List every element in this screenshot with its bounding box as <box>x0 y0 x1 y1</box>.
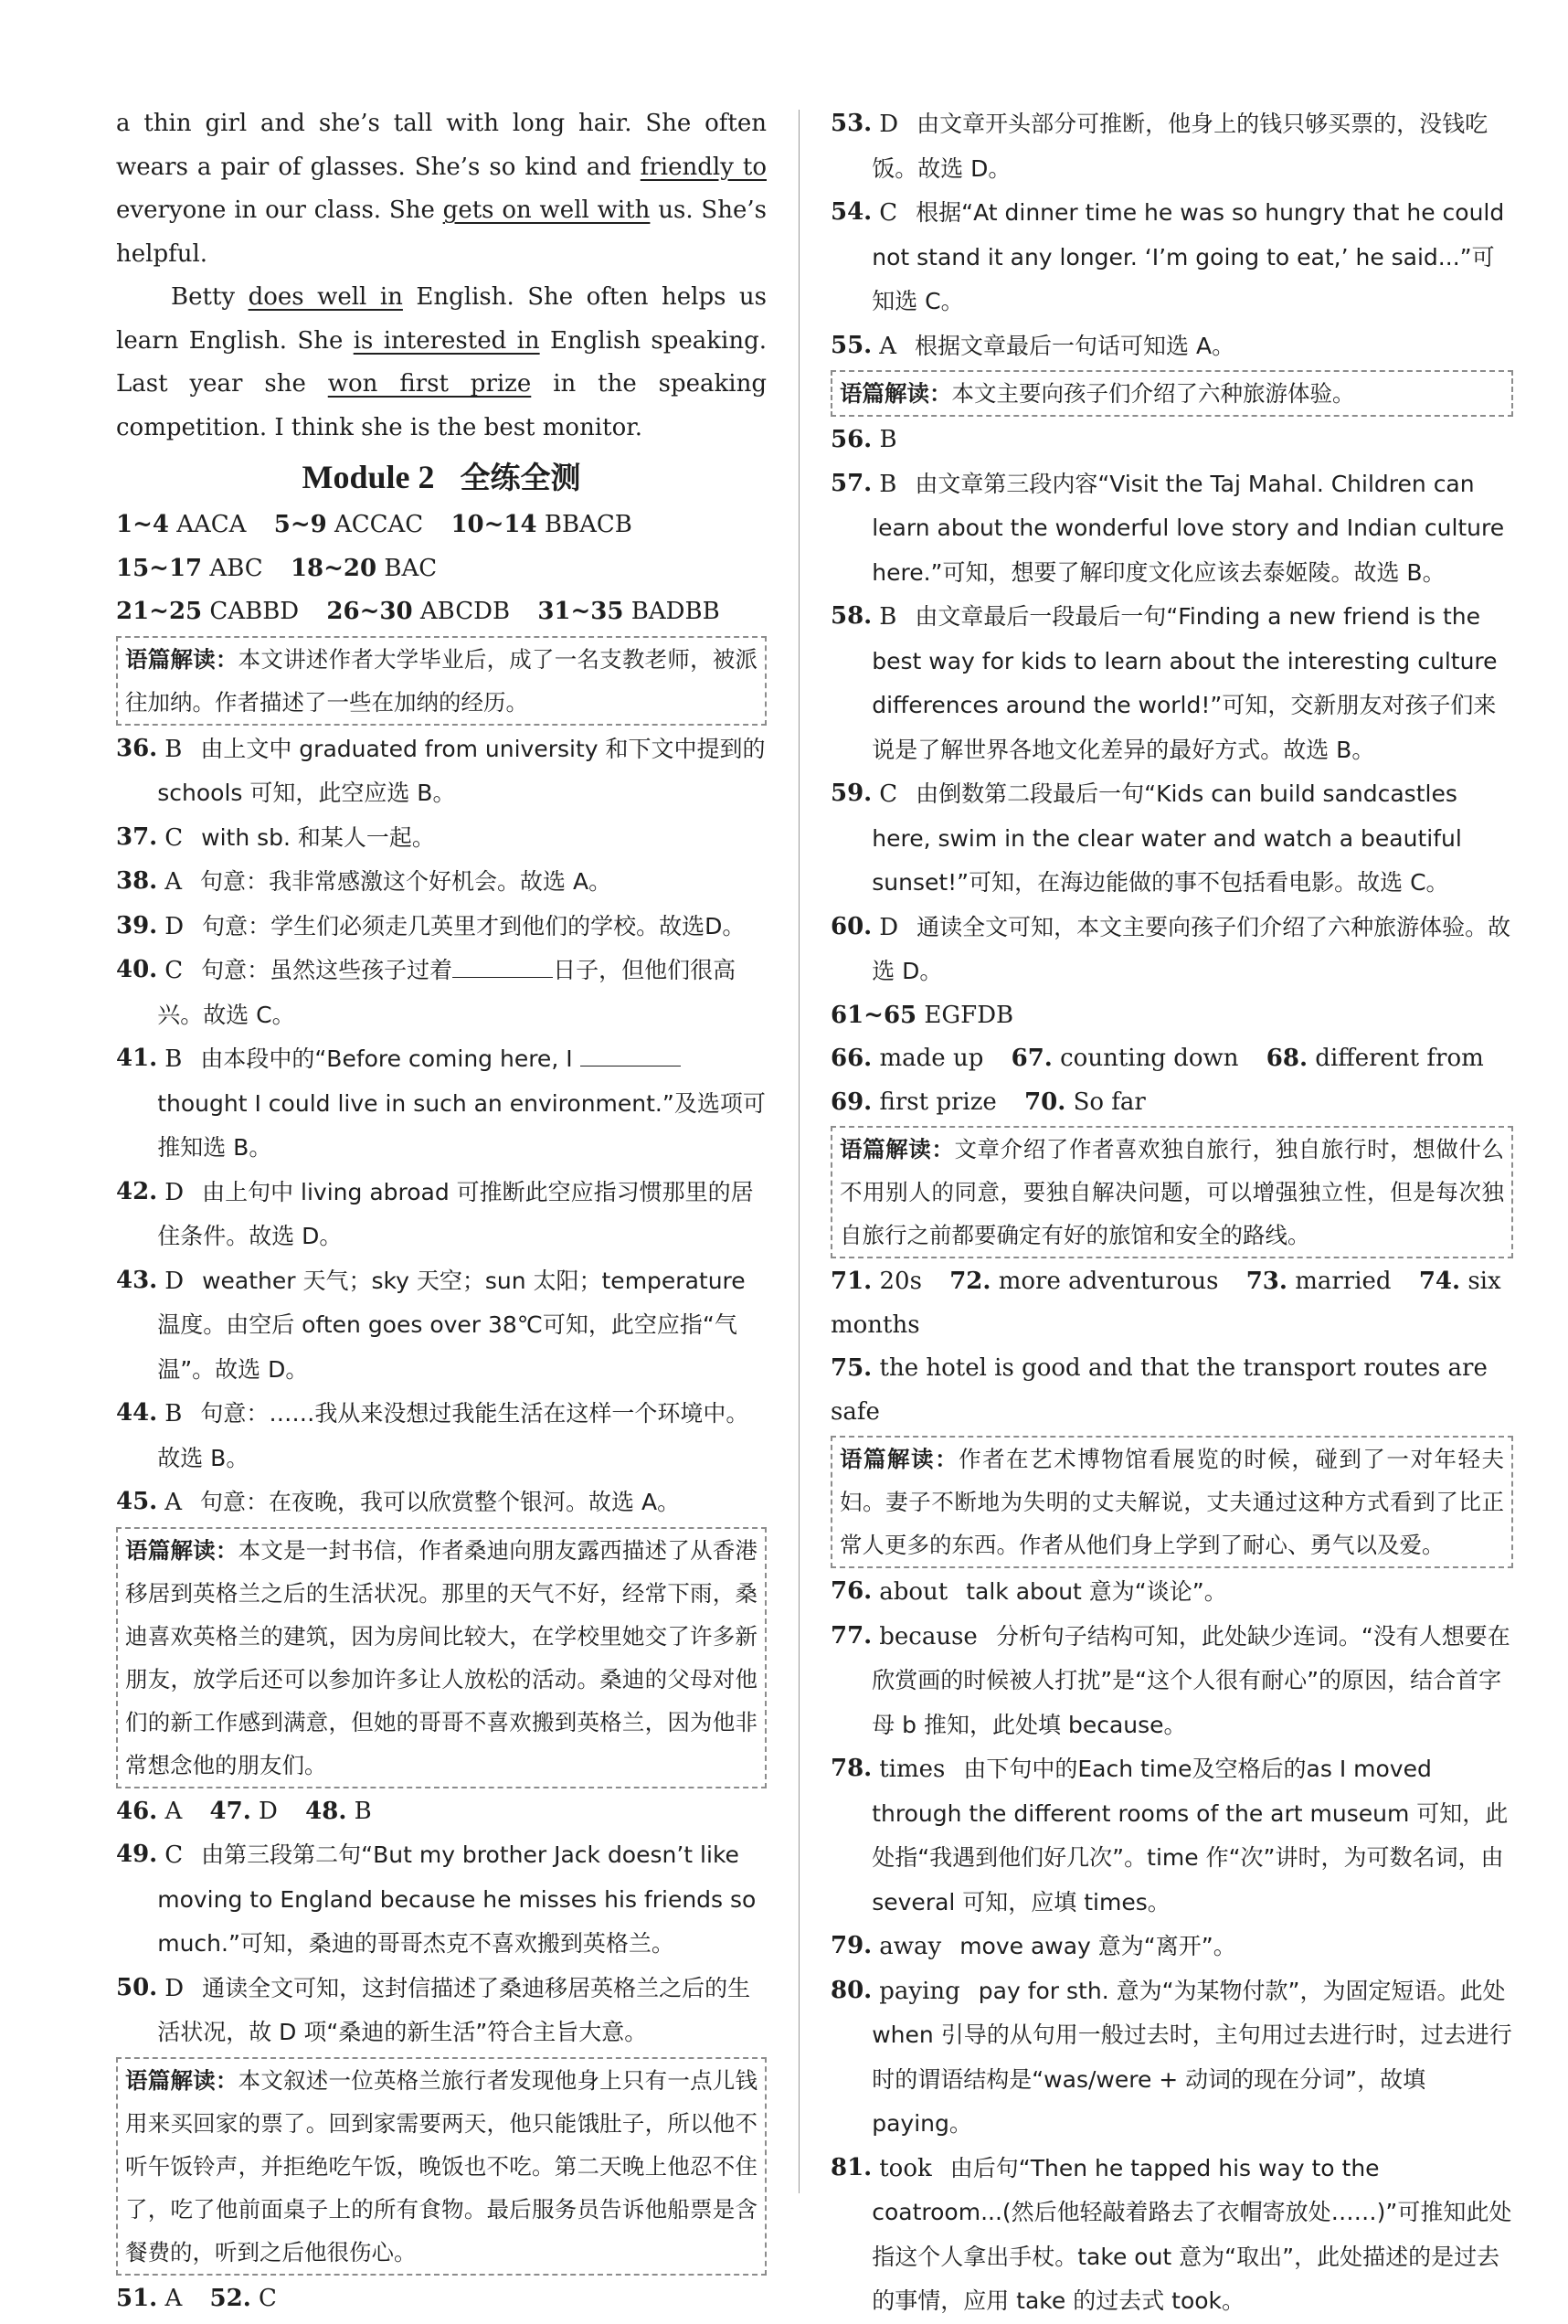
passage-analysis-box: 语篇解读：文章介绍了作者喜欢独自旅行，独自旅行时，想做什么不用别人的同意，要独自解决问题，可以增强独立性，但是每次独自旅行之前都要确定有好的旅馆和安全的路线。 <box>831 1126 1513 1258</box>
underlined-phrase: gets on well with <box>442 196 651 224</box>
column-divider <box>799 110 800 2193</box>
answer-item: 57. B 由文章第三段内容“Visit the Taj Mahal. Children can learn about the wonderful love story and Indian culture here.”可知，想要了解印度文化应该去泰姬陵。故选 B。 <box>831 469 1505 586</box>
answer-item: 43. D weather 天气；sky 天空；sun 太阳；temperature 温度。由空后 often goes over 38℃可知，此空应指“气温”。故选 D。 <box>116 1266 746 1383</box>
answer-item: 42. D 由上句中 living abroad 可推断此空应指习惯那里的居住条件。故选 D。 <box>116 1177 754 1249</box>
answer-item: 40. C 句意：虽然这些孩子过着 日子，但他们很高兴。故选 C。 <box>116 949 767 1037</box>
underlined-phrase: does well in <box>248 283 403 311</box>
passage-paragraph-2: Betty does well in English. She often helps us learn English. She is interested in English speaking. Last year she won first prize in the speaking competition. I think she is the best monitor. <box>116 283 768 441</box>
answer-row: 51. A 52. C <box>116 2284 277 2312</box>
answer-row: 21~25 CABBD 26~30 ABCDB 31~35 BADBB <box>116 598 720 625</box>
answer-row: 1~4 AACA 5~9 ACCAC 10~14 BBACB <box>116 511 632 538</box>
answer-item: 50. D 通读全文可知，这封信描述了桑迪移居英格兰之后的生活状况，故 D 项“桑迪的新生活”符合主旨大意。 <box>116 1973 751 2045</box>
answer-item: 55. A 根据文章最后一句话可知选 A。 <box>831 331 1235 360</box>
passage-analysis-box: 语篇解读：本文主要向孩子们介绍了六种旅游体验。 <box>831 370 1513 417</box>
answer-row: 71. 20s 72. more adventurous 73. married 74. six months <box>831 1268 1501 1339</box>
answer-row: 46. A 47. D 48. B <box>116 1797 372 1825</box>
answer-item: 45. A 句意：在夜晚，我可以欣赏整个银河。故选 A。 <box>116 1488 681 1516</box>
passage-analysis-box: 语篇解读：本文是一封书信，作者桑迪向朋友露西描述了从香港移居到英格兰之后的生活状况。那里的天气不好，经常下雨，桑迪喜欢英格兰的建筑，因为房间比较大，在学校里她交了许多新朋友，放学后还可以参加许多让人放松的活动。桑迪的父母对他们的新工作感到满意，但她的哥哥不喜欢搬到英格兰，因为他非常想念他的朋友们。 <box>116 1527 767 1788</box>
answer-row: 69. first prize 70. So far <box>831 1088 1146 1116</box>
blank-line <box>452 953 553 978</box>
answer-item: 60. D 通读全文可知，本文主要向孩子们介绍了六种旅游体验。故选 D。 <box>831 912 1511 984</box>
blank-line <box>580 1042 681 1066</box>
right-column <box>831 102 1513 2324</box>
answer-item: 78. times 由下句中的Each time及空格后的as I moved through the different rooms of the art museum 可知，此处指“我遇到他们好几次”。time 作“次”讲时，为可数名词，由 several 可知，应填 times。 <box>831 1755 1509 1915</box>
answer-item: 38. A 句意：我非常感激这个好机会。故选 A。 <box>116 867 612 896</box>
answer-item: 39. D 句意：学生们必须走几英里才到他们的学校。故选D。 <box>116 911 746 940</box>
answer-item: 77. because 分析句子结构可知，此处缺少连词。“没有人想要在欣赏画的时候被人打扰”是“这个人很有耐心”的原因，结合首字母 b 推知，此处填 because。 <box>831 1621 1510 1738</box>
passage-analysis-box: 语篇解读：本文叙述一位英格兰旅行者发现他身上只有一点儿钱用来买回家的票了。回到家需要两天，他只能饿肚子，所以他不听午饭铃声，并拒绝吃午饭，晚饭也不吃。第二天晚上他忍不住了，吃了他前面桌子上的所有食物。最后服务员告诉他船票是含餐费的，听到之后他很伤心。 <box>116 2057 767 2276</box>
answer-row: 56. B <box>831 426 897 453</box>
answer-item: 44. B 句意：……我从来没想过我能生活在这样一个环境中。故选 B。 <box>116 1399 749 1471</box>
answer-item: 79. away move away 意为“离开”。 <box>831 1932 1236 1960</box>
answer-item: 36. B 由上文中 graduated from university 和下文中提到的 schools 可知，此空应选 B。 <box>116 734 766 806</box>
passage-analysis-box: 语篇解读：作者在艺术博物馆看展览的时候，碰到了一对年轻夫妇。妻子不断地为失明的丈夫解说，丈夫通过这种方式看到了比正常人更多的东西。作者从他们身上学到了耐心、勇气以及爱。 <box>831 1436 1513 1568</box>
answer-row: 61~65 EGFDB <box>831 1001 1014 1029</box>
underlined-phrase: won first prize <box>327 370 532 398</box>
answer-item: 76. about talk about 意为“谈论”。 <box>831 1577 1227 1606</box>
answer-item: 58. B 由文章最后一段最后一句“Finding a new friend is the best way for kids to learn about the interesting culture differences around the world!”可知，交新朋友对孩子们来说是了解世界各地文化差异的最好方式。故选 B。 <box>831 602 1498 763</box>
answer-item: 41. B 由本段中的“Before coming here, I thought I could live in such an environment.”及选项可推知选 B。 <box>116 1037 767 1171</box>
left-column <box>116 102 767 2320</box>
answer-row: 75. the hotel is good and that the transport routes are safe <box>831 1354 1488 1426</box>
answer-item: 53. D 由文章开头部分可推断，他身上的钱只够买票的，没钱吃饭。故选 D。 <box>831 110 1489 182</box>
underlined-phrase: friendly to <box>640 153 767 181</box>
answer-row: 66. made up 67. counting down 68. different from <box>831 1045 1484 1072</box>
passage-analysis-box: 语篇解读：本文讲述作者大学毕业后，成了一名支教老师，被派往加纳。作者描述了一些在加纳的经历。 <box>116 636 767 726</box>
answer-item: 81. took 由后句“Then he tapped his way to the coatroom...(然后他轻敲着路去了衣帽寄放处……)”可推知此处指这个人拿出手杖。take out 意为“取出”，此处描述的是过去的事情，应用 take 的过去式 took。 <box>831 2153 1512 2314</box>
answer-item: 37. C with sb. 和某人一起。 <box>116 822 435 852</box>
answer-item: 59. C 由倒数第二段最后一句“Kids can build sandcastles here, swim in the clear water and watch a beautiful sunset!”可知，在海边能做的事不包括看电影。故选 C。 <box>831 780 1462 896</box>
answer-item: 49. C 由第三段第二句“But my brother Jack doesn’t like moving to England because he misses his friends so much.”可知，桑迪的哥哥杰克不喜欢搬到英格兰。 <box>116 1841 757 1957</box>
underlined-phrase: is interested in <box>353 326 540 355</box>
passage-paragraph-1: a thin girl and she’s tall with long hair. She often wears a pair of glasses. She’s so kind and friendly to everyone in our class. She gets on well with us. She’s helpful. <box>116 110 767 268</box>
answer-row: 15~17 ABC 18~20 BAC <box>116 554 438 582</box>
answer-item: 54. C 根据“At dinner time he was so hungry that he could not stand it any longer. ‘I’m going to eat,’ he said...”可知选 C。 <box>831 198 1505 314</box>
answer-item: 80. paying pay for sth. 意为“为某物付款”，为固定短语。此处 when 引导的从句用一般过去时，主句用过去进行时，过去进行时的谓语结构是“was/were + 动词的现在分词”，故填 paying。 <box>831 1976 1512 2137</box>
section-heading: Module 2 全练全测 <box>302 459 581 495</box>
